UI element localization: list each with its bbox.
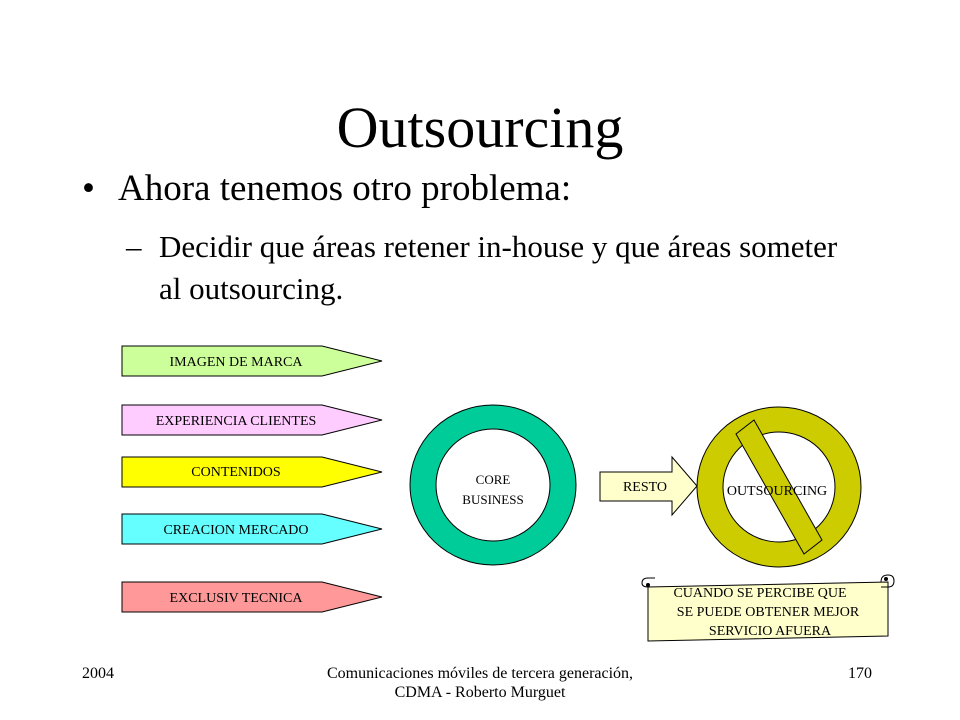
arrow-label: IMAGEN DE MARCA: [169, 355, 303, 370]
arrow-label: CONTENIDOS: [191, 465, 281, 480]
scroll-note: [642, 575, 894, 641]
core-label-line2: BUSINESS: [462, 492, 524, 507]
resto-label: RESTO: [622, 480, 668, 495]
footer-page-number: 170: [848, 665, 872, 682]
core-business-ring: [410, 405, 576, 565]
resto-arrow: [600, 457, 697, 515]
bullet-sub-text: Decidir que áreas retener in-house y que áreas someter al outsourcing.: [159, 229, 838, 306]
slide-title: Outsourcing: [336, 95, 624, 160]
arrow-exclusiv-tecnica: [122, 582, 382, 612]
arrow-contenidos: [122, 457, 382, 487]
outsourcing-label: OUTSOURCING: [726, 484, 828, 499]
outsourcing-prohibition-icon: [697, 407, 861, 567]
scroll-curl-dot: [884, 577, 888, 581]
scroll-line2: SE PUEDE OBTENER MEJOR: [676, 605, 860, 620]
arrow-label: CREACION MERCADO: [163, 523, 309, 538]
scroll-curl-dot-left: [646, 583, 650, 587]
bullet-main-text: Ahora tenemos otro problema:: [118, 168, 572, 209]
arrow-experiencia-clientes: [122, 405, 382, 435]
arrow-label: EXPERIENCIA CLIENTES: [155, 414, 317, 429]
arrow-label: EXCLUSIV TECNICA: [169, 591, 303, 606]
footer-year: 2004: [82, 665, 114, 682]
bullet-dash: –: [126, 229, 142, 264]
core-label-line1: CORE: [475, 472, 511, 487]
footer-course-title: Comunicaciones móviles de tercera generación, CDMA - Roberto Murguet: [326, 665, 634, 701]
arrow-creacion-mercado: [122, 514, 382, 544]
arrow-imagen-marca: [122, 346, 382, 376]
scroll-line3: SERVICIO AFUERA: [708, 624, 832, 639]
bullet-dot-icon: •: [82, 168, 95, 209]
scroll-line1: CUANDO SE PERCIBE QUE: [673, 586, 847, 601]
